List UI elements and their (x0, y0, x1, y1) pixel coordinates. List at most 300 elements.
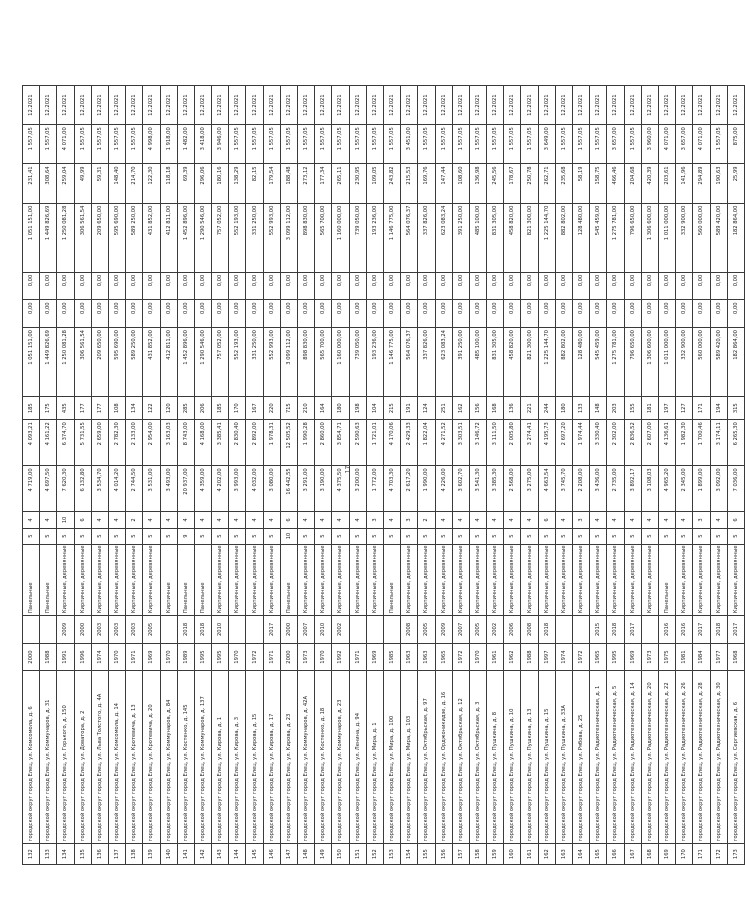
table-cell: 0,00 (91, 300, 108, 328)
table-cell: 1961 (487, 643, 504, 671)
table-row (676, 86, 693, 865)
table-cell: 1969 (366, 643, 383, 671)
table-cell: Кирпичные, деревянные (246, 544, 263, 615)
table-cell: 1997 (538, 643, 555, 671)
table-cell: 1963 (418, 643, 435, 671)
table-cell: 12.2021 (624, 86, 641, 125)
table-cell: 215 (383, 397, 400, 420)
table-cell: 1992 (332, 643, 349, 671)
table-cell: 177,34 (315, 164, 332, 203)
table-cell: 5 (332, 528, 349, 544)
table-cell: 144 (229, 844, 246, 865)
table-cell: 204,68 (624, 164, 641, 203)
table-cell: 231,41 (23, 164, 40, 203)
table-cell: 1970 (229, 643, 246, 671)
table-cell: 3 174,11 (710, 420, 727, 466)
table-cell: 12.2021 (469, 86, 486, 125)
table-cell: 134 (126, 397, 143, 420)
table-cell: 157 (452, 844, 469, 865)
table-cell: 306 561,54 (74, 328, 91, 397)
table-row (194, 86, 211, 865)
table-cell: городской округ город Елец, ул. Радиотехническая, д. 26 (676, 671, 693, 844)
table-cell: 4 965,20 (658, 466, 675, 512)
table-cell: 6 374,70 (57, 420, 74, 466)
table-cell: 12.2021 (590, 86, 607, 125)
table-cell: 10 (57, 512, 74, 528)
table-cell: 136,98 (469, 164, 486, 203)
table-row (658, 86, 675, 865)
table-cell: 171 (693, 844, 710, 865)
table-cell: 3 854,71 (332, 420, 349, 466)
table-cell (23, 616, 40, 644)
table-cell: 5 (194, 528, 211, 544)
table-cell: 127 (676, 397, 693, 420)
table-cell: 1970 (108, 643, 125, 671)
table-cell: 0,00 (676, 272, 693, 300)
table-cell: городской округ город Елец, ул. Кирова, д. 17 (263, 671, 280, 844)
table-cell: 0,00 (383, 300, 400, 328)
table-cell: 1989 (177, 643, 194, 671)
table-cell: 0,00 (487, 300, 504, 328)
table-cell: 796 650,00 (624, 203, 641, 272)
table-cell: 0,00 (452, 300, 469, 328)
table-cell: городской округ город Елец, ул. Радиотехническая, д. 30 (710, 671, 727, 844)
table-cell: 0,00 (143, 300, 160, 328)
table-cell: Кирпичные, деревянные (641, 544, 658, 615)
table-cell: 4 (487, 512, 504, 528)
table-cell: 0,00 (229, 272, 246, 300)
table-cell: 1 557,05 (280, 125, 297, 164)
table-cell: 0,00 (538, 272, 555, 300)
table-cell: 12.2021 (126, 86, 143, 125)
table-cell: 1 557,05 (710, 125, 727, 164)
table-row (401, 86, 418, 865)
table-cell: 1 557,05 (590, 125, 607, 164)
table-cell: 1 982,30 (676, 420, 693, 466)
table-cell: 12.2021 (40, 86, 57, 125)
table-cell: 4 719,00 (23, 466, 40, 512)
table-cell: 4 (555, 512, 572, 528)
table-cell: 0,00 (212, 300, 229, 328)
table-cell: Кирпичные, деревянные (521, 544, 538, 615)
table-cell: городской округ город Елец, ул. Льва Толстого, д. 4А (91, 671, 108, 844)
table-row (212, 86, 229, 865)
table-cell: 4 375,50 (332, 466, 349, 512)
table-cell: 1 250 081,28 (57, 203, 74, 272)
table-cell: 138,29 (229, 164, 246, 203)
table-cell: 136 (504, 397, 521, 420)
table-cell: 5 (57, 528, 74, 544)
table-cell: 138 (126, 844, 143, 865)
table-cell: 5 (641, 528, 658, 544)
table-cell: 2000 (74, 616, 91, 644)
table-cell: 0,00 (212, 272, 229, 300)
table-cell: 3 385,30 (487, 466, 504, 512)
table-cell: 152 (366, 844, 383, 865)
table-cell: 1975 (658, 643, 675, 671)
table-cell: 545 459,00 (590, 328, 607, 397)
table-cell (349, 616, 366, 644)
table-cell: 2 830,40 (229, 420, 246, 466)
table-cell: Панельные (23, 544, 40, 615)
table-cell: 0,00 (590, 272, 607, 300)
table-cell: 4 (194, 512, 211, 528)
table-cell: 12.2021 (91, 86, 108, 125)
table-cell: 3 275,00 (521, 466, 538, 512)
table-cell: 4 (246, 512, 263, 528)
table-cell: 485 100,00 (469, 328, 486, 397)
table-cell: 296,06 (194, 164, 211, 203)
table-cell: 4 (160, 512, 177, 528)
table-cell: 0,00 (710, 300, 727, 328)
table-cell: 133 (40, 844, 57, 865)
table-row (315, 86, 332, 865)
table-cell: 0,00 (693, 272, 710, 300)
table-cell: 4 202,00 (212, 466, 229, 512)
table-cell: 1996 (74, 643, 91, 671)
table-row (624, 86, 641, 865)
table-cell: 3 330,40 (590, 420, 607, 466)
table-cell: Кирпичные (160, 544, 177, 615)
table-cell: 1969 (143, 643, 160, 671)
table-cell: 1 557,05 (315, 125, 332, 164)
table-cell: 5 (91, 528, 108, 544)
table-cell: 221 (521, 397, 538, 420)
table-cell: 5 (143, 528, 160, 544)
table-cell: 431 852,00 (143, 328, 160, 397)
table-cell: Кирпичные, деревянные (538, 544, 555, 615)
table-cell: 2018 (194, 616, 211, 644)
table-cell: 182 864,00 (727, 203, 744, 272)
table-cell: 3 291,00 (298, 466, 315, 512)
table-cell: 485 100,00 (469, 203, 486, 272)
table-cell: 5 (435, 528, 452, 544)
table-cell: 0,00 (607, 272, 624, 300)
table-cell: 12.2021 (452, 86, 469, 125)
table-cell: 0,00 (401, 272, 418, 300)
table-cell: 0,00 (435, 272, 452, 300)
table-cell: 3 200,00 (349, 466, 366, 512)
table-cell: 715 (280, 397, 297, 420)
table-cell: 4 (298, 512, 315, 528)
table-cell: 4 136,61 (658, 420, 675, 466)
table-cell: Кирпичные, деревянные (487, 544, 504, 615)
table-cell: 6 (727, 512, 744, 528)
table-cell: 1 449 826,69 (40, 328, 57, 397)
table-cell: 156 (435, 844, 452, 865)
table-cell: 0,00 (658, 300, 675, 328)
table-cell: 458 820,00 (504, 203, 521, 272)
table-cell: 4 168,00 (194, 420, 211, 466)
table-cell: 5 (504, 528, 521, 544)
table-cell: городской округ город Елец, ул. Коммунаров, д. 23 (332, 671, 349, 844)
table-cell: 128 480,00 (573, 203, 590, 272)
table-cell: 12.2021 (160, 86, 177, 125)
table-cell: 20 937,00 (177, 466, 194, 512)
table-cell: Кирпичные, деревянные (143, 544, 160, 615)
table-cell: 4 (91, 512, 108, 528)
table-cell: 6 132,80 (74, 466, 91, 512)
table-cell: 180,16 (212, 164, 229, 203)
table-cell: 0,00 (23, 300, 40, 328)
table-cell: 193 236,00 (366, 328, 383, 397)
table-cell: 12 505,52 (280, 420, 297, 466)
table-cell: 185 (23, 397, 40, 420)
table-cell: 0,00 (487, 272, 504, 300)
table-cell: 12.2021 (676, 86, 693, 125)
table-cell: 12.2021 (366, 86, 383, 125)
table-cell: городской округ город Елец, ул. Октябрьская, д. 3 (469, 671, 486, 844)
table-cell: Кирпичные, деревянные (57, 544, 74, 615)
table-cell: городской округ город Елец, ул. Мира, д. 1 (366, 671, 383, 844)
table-cell: 128 480,00 (573, 328, 590, 397)
table-cell: Кирпичные, деревянные (212, 544, 229, 615)
table-row (229, 86, 246, 865)
table-cell: 1963 (401, 643, 418, 671)
table-cell: 391 250,00 (452, 328, 469, 397)
table-cell: 185 (212, 397, 229, 420)
table-cell: 5 (383, 528, 400, 544)
table-row (349, 86, 366, 865)
table-row (590, 86, 607, 865)
table-row (383, 86, 400, 865)
table-cell: 178,67 (504, 164, 521, 203)
table-cell: 1 557,05 (74, 125, 91, 164)
table-cell: 7 620,30 (57, 466, 74, 512)
table-cell: 244 (538, 397, 555, 420)
table-cell: 2000 (280, 616, 297, 644)
table-cell: 5 (658, 528, 675, 544)
table-cell: 148,40 (108, 164, 125, 203)
table-cell: 3 080,00 (263, 466, 280, 512)
table-cell: городской округ город Елец, ул. Костенко, д. 145 (177, 671, 194, 844)
table-cell: 2018 (607, 616, 624, 644)
table-cell: 3 531,00 (143, 466, 160, 512)
table-cell: 2017 (693, 616, 710, 644)
table-cell: 0,00 (624, 272, 641, 300)
rotated-table-wrapper (22, 85, 739, 865)
table-cell: 163 (555, 844, 572, 865)
table-cell: 1 146 775,00 (383, 203, 400, 272)
table-cell: 2 (126, 512, 143, 528)
table-cell: Кирпичные, деревянные (624, 544, 641, 615)
table-cell: 412 811,00 (160, 328, 177, 397)
table-cell: 1981 (676, 643, 693, 671)
table-row (573, 86, 590, 865)
table-cell: 560 000,00 (693, 203, 710, 272)
table-cell: 0,00 (332, 272, 349, 300)
table-cell: 564 076,37 (401, 328, 418, 397)
table-cell: 137 (108, 844, 125, 865)
table-cell: 4 (349, 512, 366, 528)
table-cell: Панельные (177, 544, 194, 615)
table-cell: 180 (555, 397, 572, 420)
table-cell: 262,71 (538, 164, 555, 203)
table-cell: 4 (452, 512, 469, 528)
table-cell: городской округ город Елец, ул. Кротевича, д. 13 (126, 671, 143, 844)
table-cell: 5 (538, 528, 555, 544)
table-cell: 122 (143, 397, 160, 420)
table-cell: 1 557,05 (452, 125, 469, 164)
table-cell: 2016 (676, 616, 693, 644)
table-cell: 5 (315, 528, 332, 544)
table-cell: Кирпичные, деревянные (298, 544, 315, 615)
table-row (521, 86, 538, 865)
table-cell: 420,39 (641, 164, 658, 203)
table-cell: 0,00 (521, 300, 538, 328)
table-cell: городской округ город Елец, ул. Октябрьская, д. 12 (452, 671, 469, 844)
table-cell: 337 826,00 (418, 203, 435, 272)
table-cell: 1995 (607, 643, 624, 671)
table-cell: 1 290 546,00 (194, 328, 211, 397)
table-cell: 5 (263, 528, 280, 544)
table-cell: 3 163,03 (160, 420, 177, 466)
table-cell: 4 (229, 512, 246, 528)
table-cell: 285 (177, 397, 194, 420)
table-cell: городской округ город Елец, ул. Коммунаров, д. 42А (298, 671, 315, 844)
table-cell: 1984 (693, 643, 710, 671)
table-cell: 3 436,00 (590, 466, 607, 512)
table-cell: Кирпичные, деревянные (74, 544, 91, 615)
table-cell: 12.2021 (332, 86, 349, 125)
table-cell: 243,82 (383, 164, 400, 203)
table-cell: 5 (555, 528, 572, 544)
table-cell: 431 852,00 (143, 203, 160, 272)
table-cell: 206 (194, 397, 211, 420)
table-cell: 165 (590, 844, 607, 865)
table-cell: 170 (229, 397, 246, 420)
table-cell: 193 236,00 (366, 203, 383, 272)
table-cell: 552 193,00 (229, 328, 246, 397)
table-cell: 0,00 (57, 272, 74, 300)
table-cell: 2005 (418, 616, 435, 644)
table-cell: 1995 (212, 643, 229, 671)
table-cell (555, 616, 572, 644)
table-cell: 1970 (469, 643, 486, 671)
table-cell: 0,00 (126, 300, 143, 328)
table-cell: 1 772,00 (366, 466, 383, 512)
table-cell: 0,00 (315, 300, 332, 328)
table-cell: 0,00 (693, 300, 710, 328)
table-cell: 1 978,31 (263, 420, 280, 466)
table-cell: 1 557,05 (383, 125, 400, 164)
table-cell: 132 (23, 844, 40, 865)
table-cell: 0,00 (504, 272, 521, 300)
table-cell: 0,00 (91, 272, 108, 300)
table-cell: 2009 (435, 616, 452, 644)
table-cell: 0,00 (727, 272, 744, 300)
table-cell: 595 690,00 (108, 203, 125, 272)
table-cell: 1 449 826,69 (40, 203, 57, 272)
table-row (469, 86, 486, 865)
table-cell: 188,48 (280, 164, 297, 203)
table-cell: 796 650,00 (624, 328, 641, 397)
table-cell: 1 225 144,70 (538, 328, 555, 397)
table-cell: 0,00 (555, 272, 572, 300)
table-cell: 4 (624, 512, 641, 528)
table-cell: 0,00 (40, 272, 57, 300)
table-cell: 1 557,05 (332, 125, 349, 164)
table-cell (246, 616, 263, 644)
table-cell: 1 306 600,00 (641, 203, 658, 272)
table-cell: 0,00 (401, 300, 418, 328)
table-cell: 552 993,00 (263, 203, 280, 272)
table-cell: 209 650,00 (91, 328, 108, 397)
table-cell: 1 146 775,00 (383, 328, 400, 397)
table-cell: 220 (263, 397, 280, 420)
table-cell: 180 (332, 397, 349, 420)
table-cell: 3 534,70 (91, 466, 108, 512)
table-cell: городской округ город Елец, ул. Сергиевская, д. 6 (727, 671, 744, 844)
table-cell: 5 (23, 528, 40, 544)
table-cell: 4 195,73 (538, 420, 555, 466)
table-cell: 4 663,54 (538, 466, 555, 512)
table-cell: городской округ город Елец, ул. Коммунаров, д. 137 (194, 671, 211, 844)
table-cell: 4 (212, 512, 229, 528)
table-cell: 5 (487, 528, 504, 544)
table-cell: Кирпичные, деревянные (418, 544, 435, 615)
table-cell: 4 071,00 (658, 125, 675, 164)
table-cell: 2 590,63 (349, 420, 366, 466)
table-cell: 1 557,05 (349, 125, 366, 164)
table-cell: 3 190,00 (315, 466, 332, 512)
table-cell: 3 (401, 512, 418, 528)
table-cell: 5 731,55 (74, 420, 91, 466)
table-cell: 58,19 (573, 164, 590, 203)
table-cell: 5 (366, 528, 383, 544)
table-cell: 1991 (57, 643, 74, 671)
table-cell: 1972 (452, 643, 469, 671)
table-cell: 235,68 (555, 164, 572, 203)
table-cell: 0,00 (263, 272, 280, 300)
table-cell: 191 (401, 397, 418, 420)
table-cell: 155 (418, 844, 435, 865)
table-cell: 821 300,00 (521, 203, 538, 272)
table-cell: 0,00 (452, 272, 469, 300)
table-cell: 146 (263, 844, 280, 865)
table-cell: 0,00 (658, 272, 675, 300)
table-cell: 2 302,00 (607, 420, 624, 466)
table-cell: 12.2021 (401, 86, 418, 125)
table-cell: 2 782,30 (108, 420, 125, 466)
table-cell: 4 (177, 512, 194, 528)
table-cell: 2008 (521, 616, 538, 644)
table-cell: 1 557,05 (108, 125, 125, 164)
table-cell: 1974 (91, 643, 108, 671)
table-cell: 2006 (504, 616, 521, 644)
table-cell: 2 617,20 (401, 466, 418, 512)
table-cell: 2018 (538, 616, 555, 644)
table-cell: 1988 (40, 643, 57, 671)
table-cell: 265,11 (332, 164, 349, 203)
table-cell: 5 (418, 528, 435, 544)
table-cell: 2 744,50 (126, 466, 143, 512)
table-cell: 148 (590, 397, 607, 420)
table-cell: 306 561,54 (74, 203, 91, 272)
table-cell: 739 050,00 (349, 203, 366, 272)
table-cell: 259,04 (57, 164, 74, 203)
table-cell: 1 011 000,00 (658, 328, 675, 397)
table-cell: 1 225 144,70 (538, 203, 555, 272)
table-cell: 560 000,00 (693, 328, 710, 397)
table-cell: городской округ город Елец, ул. Комсомола, д. 6 (23, 671, 40, 844)
table-row (263, 86, 280, 865)
table-cell: 133 (573, 397, 590, 420)
table-cell: 6 (538, 512, 555, 528)
table-cell: Кирпичные, деревянные (555, 544, 572, 615)
table-cell: 6 (280, 512, 297, 528)
table-row (607, 86, 624, 865)
